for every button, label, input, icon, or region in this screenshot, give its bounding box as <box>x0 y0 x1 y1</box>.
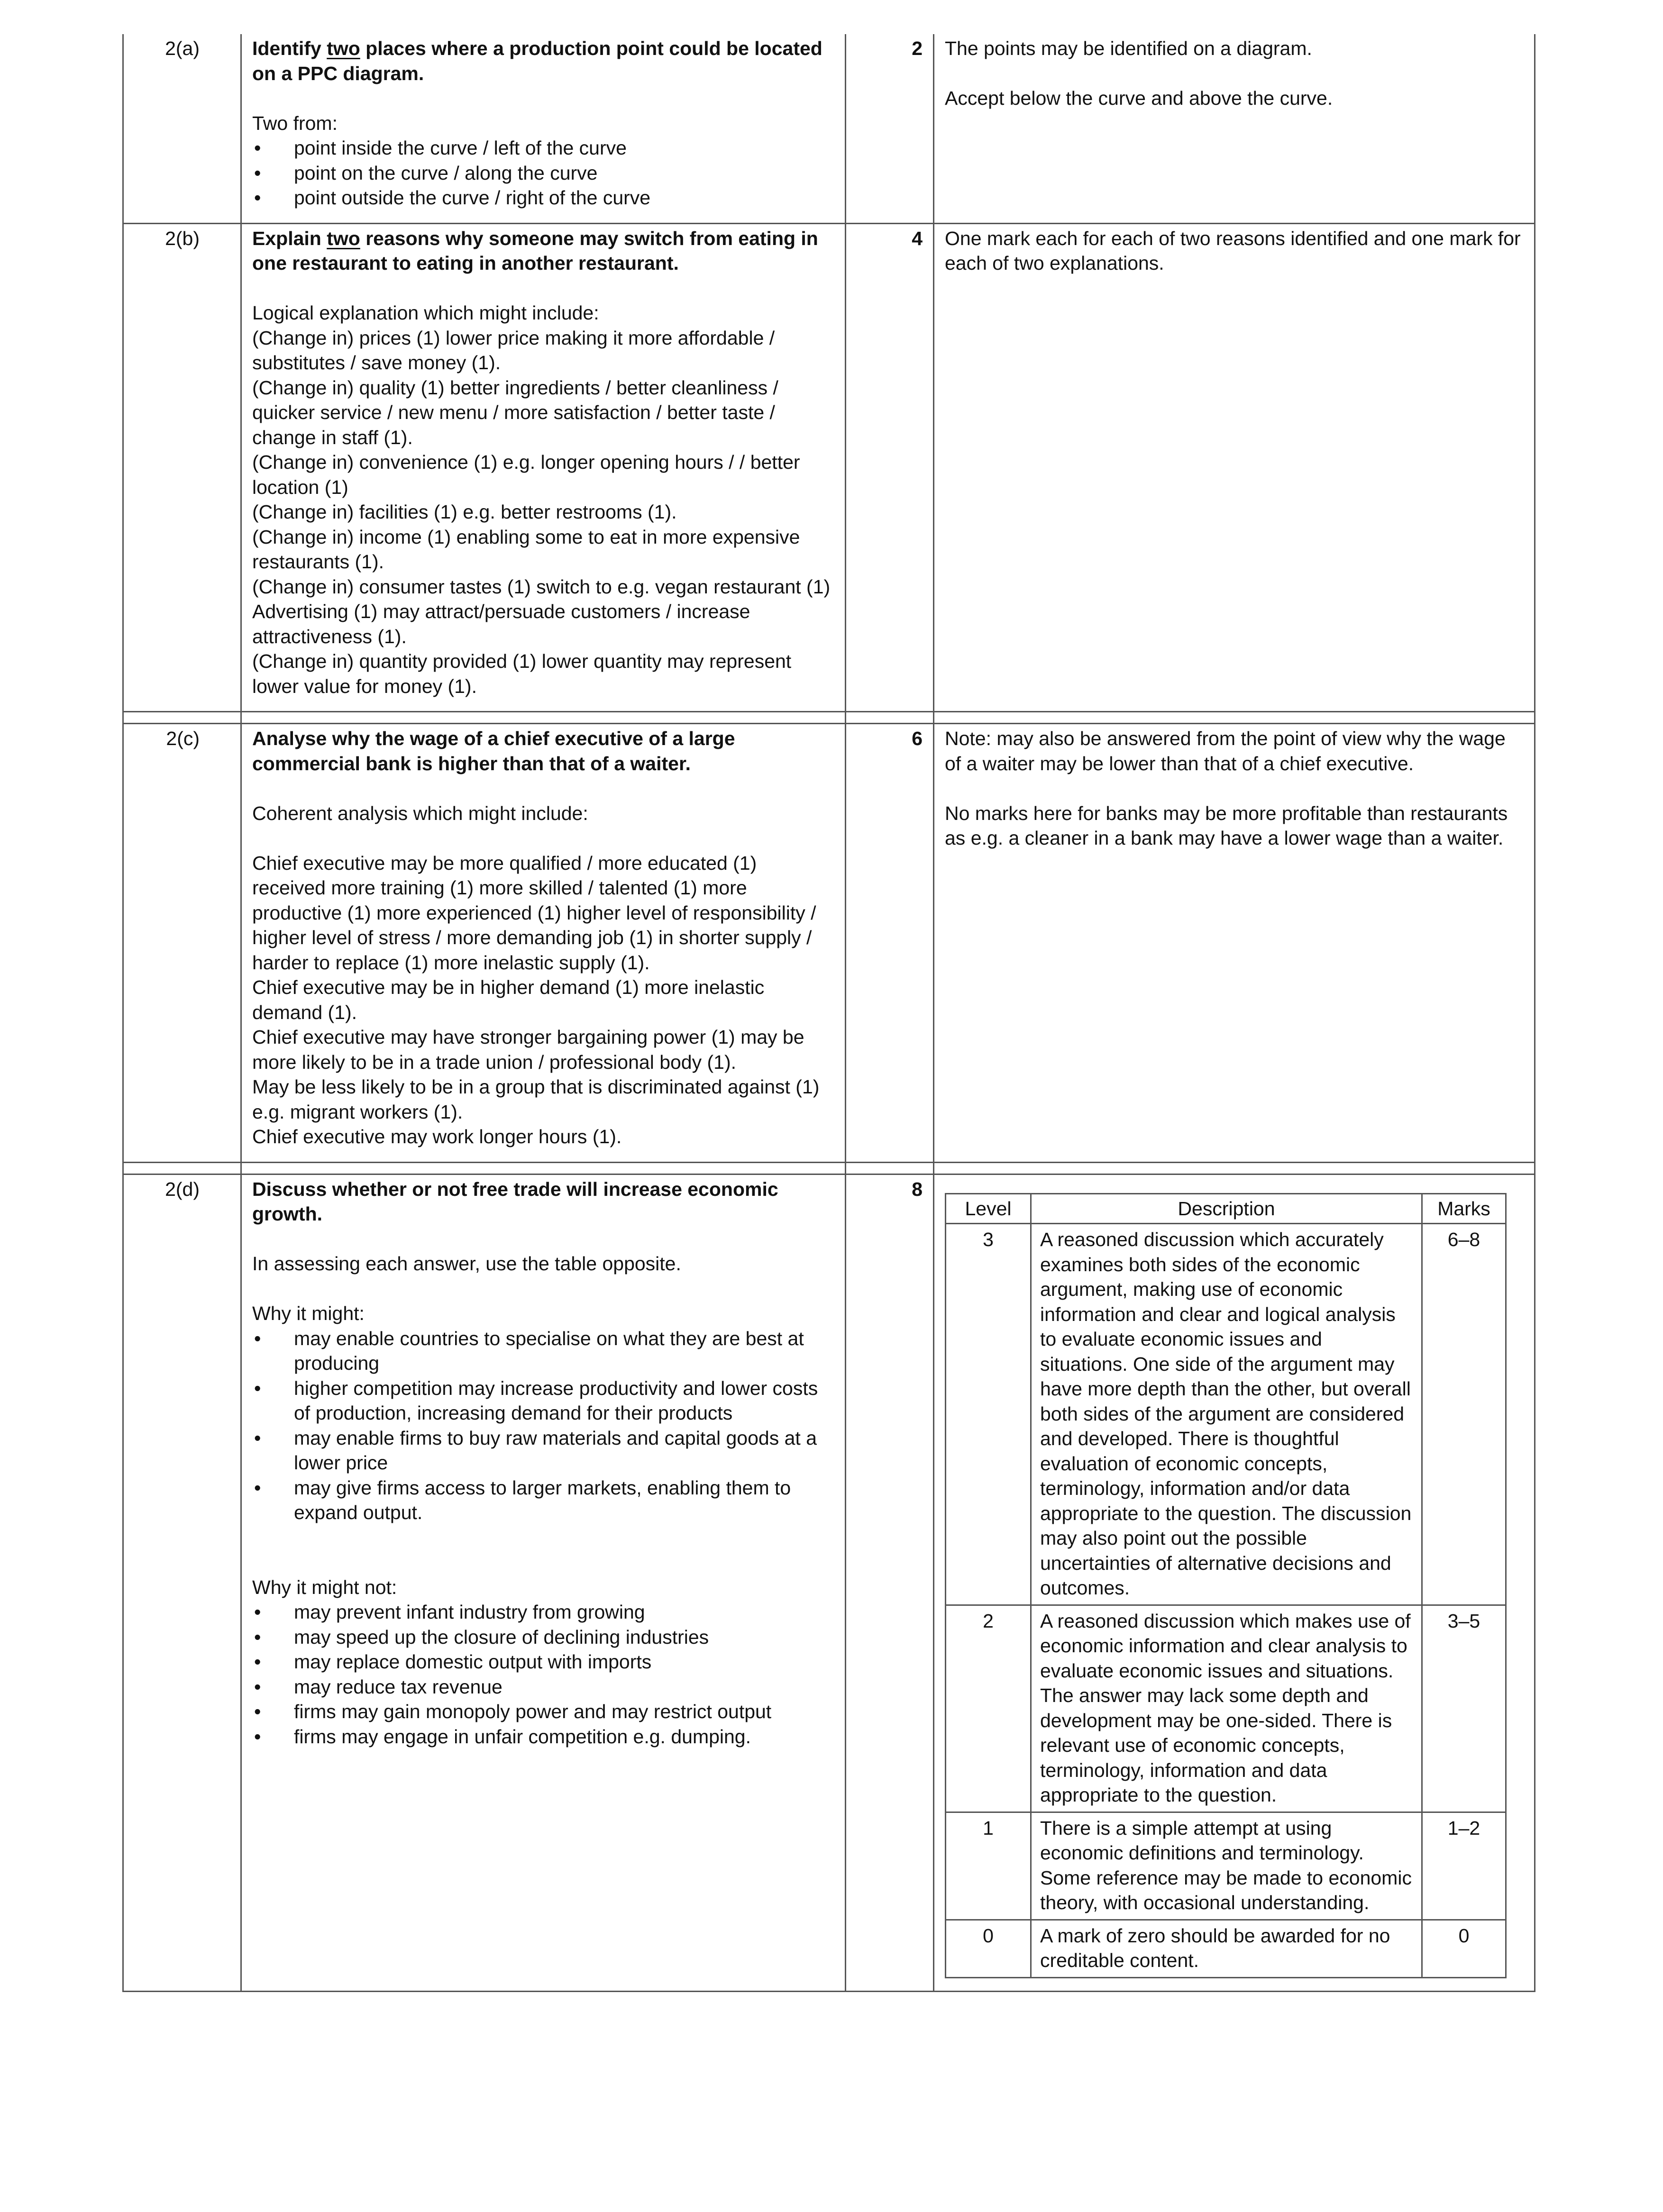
answer-bullet: • may give firms access to larger markets, enabling them to expand output. <box>252 1475 832 1525</box>
level-number: 2 <box>946 1605 1031 1812</box>
question-row-2c <box>123 724 1535 1163</box>
level-table-header <box>946 1193 1506 1224</box>
question-number: 2(c) <box>123 724 241 1163</box>
question-answer-cell <box>241 724 846 1163</box>
level-row <box>946 1920 1506 1977</box>
question-title-text: reasons why someone may switch from eating in one restaurant to eating in another restaurant. <box>252 227 818 274</box>
answer-bullet: • higher competition may increase productivity and lower costs of production, increasing demand for their products <box>252 1376 832 1426</box>
answer-line: Chief executive may work longer hours (1). <box>252 1126 622 1147</box>
question-number: 2(b) <box>123 223 241 712</box>
question-answer-cell <box>241 223 846 712</box>
guidance-cell <box>934 34 1535 223</box>
level-descriptor-table <box>945 1193 1507 1978</box>
level-marks: 0 <box>1422 1920 1506 1977</box>
guidance-text: Accept below the curve and above the curve. <box>945 87 1333 109</box>
question-title-text: Identify <box>252 37 327 59</box>
guidance-cell <box>934 1174 1535 1991</box>
question-title <box>252 226 832 276</box>
question-title <box>252 36 832 86</box>
level-number: 1 <box>946 1812 1031 1920</box>
guidance-text: No marks here for banks may be more profitable than restaurants as e.g. a cleaner in a bank may have a lower wage than a waiter. <box>945 802 1508 849</box>
question-row-2b <box>123 223 1535 712</box>
marks-header: Marks <box>1422 1193 1506 1224</box>
row-separator <box>123 712 1535 724</box>
answer-line: (Change in) facilities (1) e.g. better restrooms (1). <box>252 501 677 523</box>
question-title-text: places where a production point could be located on a PPC diagram. <box>252 37 822 84</box>
section-heading: Why it might: <box>252 1302 365 1324</box>
answer-bullet: • firms may gain monopoly power and may restrict output <box>252 1699 832 1724</box>
answer-line: Chief executive may have stronger bargaining power (1) may be more likely to be in a trade union / professional body (1). <box>252 1026 804 1073</box>
guidance-text: The points may be identified on a diagram. <box>945 37 1312 59</box>
level-number: 3 <box>946 1224 1031 1605</box>
question-title-text: Explain <box>252 227 327 249</box>
guidance-text: Note: may also be answered from the point of view why the wage of a waiter may be lower than that of a chief executive. <box>945 728 1506 774</box>
question-number: 2(a) <box>123 34 241 223</box>
marks-value: 6 <box>846 724 934 1163</box>
answer-line: (Change in) quantity provided (1) lower quantity may represent lower value for money (1). <box>252 650 792 697</box>
answer-line: (Change in) quality (1) better ingredients / better cleanliness / quicker service / new menu / more satisfaction / better taste / change in staff (1). <box>252 376 778 448</box>
answer-line: (Change in) income (1) enabling some to eat in more expensive restaurants (1). <box>252 526 800 573</box>
answer-intro: Two from: <box>252 112 338 134</box>
level-marks: 1–2 <box>1422 1812 1506 1920</box>
answer-bullet: • point on the curve / along the curve <box>252 161 832 186</box>
answer-intro: Logical explanation which might include: <box>252 302 599 324</box>
answer-bullet: • may replace domestic output with imports <box>252 1649 832 1675</box>
answer-bullet: • point outside the curve / right of the curve <box>252 185 832 210</box>
question-row-2d <box>123 1174 1535 1991</box>
guidance-cell <box>934 223 1535 712</box>
level-header: Level <box>946 1193 1031 1224</box>
answer-bullet-list <box>252 136 832 210</box>
answer-bullet: • point inside the curve / left of the curve <box>252 136 832 161</box>
answer-bullet: • may speed up the closure of declining industries <box>252 1625 832 1650</box>
question-answer-cell <box>241 1174 846 1991</box>
answer-line: Chief executive may be more qualified / more educated (1) received more training (1) more skilled / talented (1) more productive (1) more experienced (1) higher level of responsibility / higher level of stress / more demanding job (1) in shorter supply / harder to replace (1) more inelastic supply (1). <box>252 852 816 974</box>
level-description: A mark of zero should be awarded for no creditable content. <box>1031 1920 1422 1977</box>
answer-bullet: • may reduce tax revenue <box>252 1675 832 1700</box>
answer-bullet-list <box>252 1326 832 1525</box>
answer-line: (Change in) prices (1) lower price making it more affordable / substitutes / save money (1). <box>252 327 775 373</box>
mark-scheme-page <box>122 34 1534 1992</box>
row-separator <box>123 1162 1535 1174</box>
marks-value: 8 <box>846 1174 934 1991</box>
answer-bullet: • firms may engage in unfair competition e.g. dumping. <box>252 1724 832 1749</box>
question-number: 2(d) <box>123 1174 241 1991</box>
question-title: Analyse why the wage of a chief executive of a large commercial bank is higher than that of a waiter. <box>252 728 735 774</box>
answer-bullet-list <box>252 1600 832 1749</box>
level-marks: 6–8 <box>1422 1224 1506 1605</box>
answer-line: Chief executive may be in higher demand (1) more inelastic demand (1). <box>252 976 765 1023</box>
level-row <box>946 1605 1506 1812</box>
assessment-instruction: In assessing each answer, use the table opposite. <box>252 1253 681 1274</box>
level-description: A reasoned discussion which accurately examines both sides of the economic argument, making use of economic information and clear and logical analysis to evaluate economic issues and situations. One side of the argument may have more depth than the other, but overall both sides of the argument are considered and developed. There is thoughtful evaluation of economic concepts, terminology, information and/or data appropriate to the question. The discussion may also point out the possible uncertainties of alternative decisions and outcomes. <box>1031 1224 1422 1605</box>
question-title-emphasis: two <box>327 227 360 249</box>
answer-line: May be less likely to be in a group that is discriminated against (1) e.g. migrant workers (1). <box>252 1076 820 1123</box>
answer-bullet: • may prevent infant industry from growing <box>252 1600 832 1625</box>
guidance-text: One mark each for each of two reasons identified and one mark for each of two explanations. <box>945 227 1521 274</box>
answer-bullet: • may enable firms to buy raw materials and capital goods at a lower price <box>252 1426 832 1475</box>
answer-line: Advertising (1) may attract/persuade customers / increase attractiveness (1). <box>252 601 750 647</box>
level-description: A reasoned discussion which makes use of economic information and clear analysis to evaluate economic issues and situations. The answer may lack some depth and development may be one-sided. There is relevant use of economic concepts, terminology, information and data appropriate to the question. <box>1031 1605 1422 1812</box>
level-description: There is a simple attempt at using economic definitions and terminology. Some reference may be made to economic theory, with occasional understanding. <box>1031 1812 1422 1920</box>
description-header: Description <box>1031 1193 1422 1224</box>
level-row <box>946 1812 1506 1920</box>
marks-value: 2 <box>846 34 934 223</box>
answer-line: (Change in) consumer tastes (1) switch to e.g. vegan restaurant (1) <box>252 575 831 598</box>
level-marks: 3–5 <box>1422 1605 1506 1812</box>
level-number: 0 <box>946 1920 1031 1977</box>
question-title-emphasis: two <box>327 37 360 59</box>
marks-value: 4 <box>846 223 934 712</box>
section-heading: Why it might not: <box>252 1576 397 1598</box>
guidance-cell <box>934 724 1535 1163</box>
question-answer-cell <box>241 34 846 223</box>
answer-line: (Change in) convenience (1) e.g. longer opening hours / / better location (1) <box>252 451 800 498</box>
question-row-2a <box>123 34 1535 223</box>
mark-scheme-table <box>122 34 1535 1992</box>
answer-bullet: • may enable countries to specialise on what they are best at producing <box>252 1326 832 1376</box>
question-title: Discuss whether or not free trade will increase economic growth. <box>252 1178 778 1225</box>
level-row <box>946 1224 1506 1605</box>
answer-intro: Coherent analysis which might include: <box>252 802 588 824</box>
